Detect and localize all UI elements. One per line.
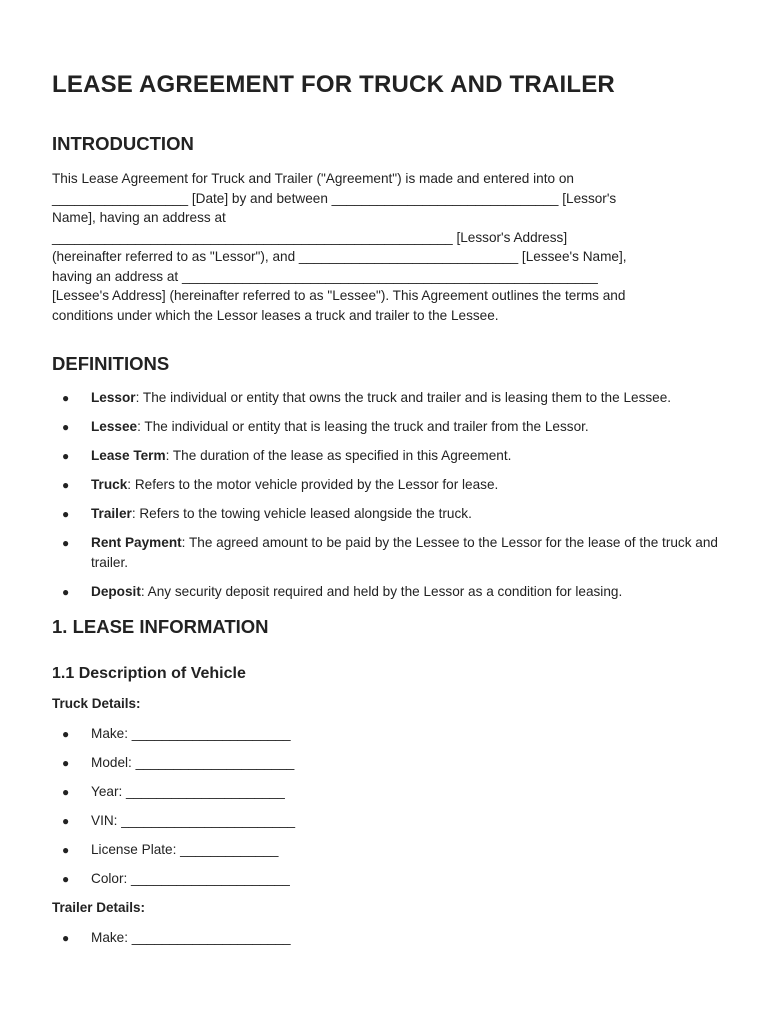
bullet-icon: ●	[62, 536, 70, 550]
field-text: VIN: _______________________	[91, 813, 296, 828]
definition-item	[52, 533, 718, 572]
definition-term: Lease Term	[91, 448, 166, 463]
truck-field-vin	[52, 811, 718, 831]
introduction-heading: INTRODUCTION	[52, 133, 194, 154]
bullet-icon: ●	[62, 727, 70, 741]
intro-line: Name], having an address at	[52, 210, 226, 225]
truck-field-model	[52, 753, 718, 773]
introduction-paragraph	[52, 169, 718, 325]
lease-information-heading: 1. LEASE INFORMATION	[52, 616, 269, 637]
definition-text: : Refers to the motor vehicle provided by the Lessor for lease.	[127, 477, 499, 492]
bullet-icon: ●	[62, 785, 70, 799]
field-text: License Plate: _____________	[91, 842, 279, 857]
definitions-heading: DEFINITIONS	[52, 353, 170, 374]
field-text: Model: _____________________	[91, 755, 295, 770]
definition-term: Deposit	[91, 583, 141, 599]
trailer-field-make	[52, 928, 718, 948]
bullet-icon: ●	[62, 872, 70, 886]
intro-line: This Lease Agreement for Truck and Trailer ("Agreement") is made and entered into on	[52, 171, 574, 186]
truck-field-color	[52, 869, 718, 889]
intro-line: conditions under which the Lessor leases a truck and trailer to the Lessee.	[52, 307, 499, 323]
intro-line: (hereinafter referred to as "Lessor"), and _____________________________ [Lessee's Name],	[52, 249, 627, 264]
trailer-details-list	[52, 928, 718, 948]
definition-term: Lessor	[91, 390, 136, 405]
definition-item	[52, 582, 718, 602]
intro-line: having an address at _______________________________________________________	[52, 268, 598, 284]
truck-field-make	[52, 724, 718, 744]
bullet-icon: ●	[62, 391, 70, 405]
vehicle-description-heading: 1.1 Description of Vehicle	[52, 665, 246, 682]
trailer-details-label: Trailer Details:	[52, 900, 146, 915]
definition-term: Rent Payment	[91, 535, 182, 550]
intro-line: __________________ [Date] by and between ______________________________ [Lessor's	[52, 190, 617, 206]
bullet-icon: ●	[62, 843, 70, 857]
definition-text: : The duration of the lease as specified in this Agreement.	[165, 448, 512, 463]
intro-line: _____________________________________________________ [Lessor's Address]	[52, 229, 568, 245]
document-title: LEASE AGREEMENT FOR TRUCK AND TRAILER	[52, 71, 615, 98]
definition-text: : The individual or entity that is leasing the truck and trailer from the Lessor.	[137, 419, 589, 434]
bullet-icon: ●	[62, 420, 70, 434]
definition-text: : Refers to the towing vehicle leased alongside the truck.	[131, 506, 472, 521]
definition-item	[52, 446, 718, 466]
intro-line: [Lessee's Address] (hereinafter referred to as "Lessee"). This Agreement outlines the terms and	[52, 288, 626, 303]
field-text: Make: _____________________	[91, 930, 291, 945]
truck-details-label: Truck Details:	[52, 696, 141, 711]
definitions-list	[52, 388, 718, 601]
field-text: Make: _____________________	[91, 726, 291, 741]
definition-text: : The individual or entity that owns the truck and trailer and is leasing them to the Lessee.	[135, 390, 672, 405]
definition-text: : Any security deposit required and held by the Lessor as a condition for leasing.	[140, 583, 623, 599]
bullet-icon: ●	[62, 478, 70, 492]
truck-field-license-plate	[52, 840, 718, 860]
truck-details-list	[52, 724, 718, 889]
definition-item	[52, 475, 718, 495]
bullet-icon: ●	[62, 756, 70, 770]
bullet-icon: ●	[62, 931, 70, 945]
definition-item	[52, 504, 718, 524]
bullet-icon: ●	[62, 814, 70, 828]
field-text: Color: _____________________	[91, 871, 290, 886]
bullet-icon: ●	[62, 507, 70, 521]
definition-item	[52, 417, 718, 437]
truck-field-year	[52, 782, 718, 802]
definition-text: : The agreed amount to be paid by the Lessee to the Lessor for the lease of the truck and trailer.	[91, 535, 718, 570]
field-text: Year: _____________________	[91, 784, 285, 799]
bullet-icon: ●	[62, 584, 70, 599]
bullet-icon: ●	[62, 449, 70, 463]
definition-term: Lessee	[91, 419, 138, 434]
definition-term: Trailer	[91, 506, 132, 521]
definition-item	[52, 388, 718, 408]
definition-term: Truck	[91, 477, 128, 492]
